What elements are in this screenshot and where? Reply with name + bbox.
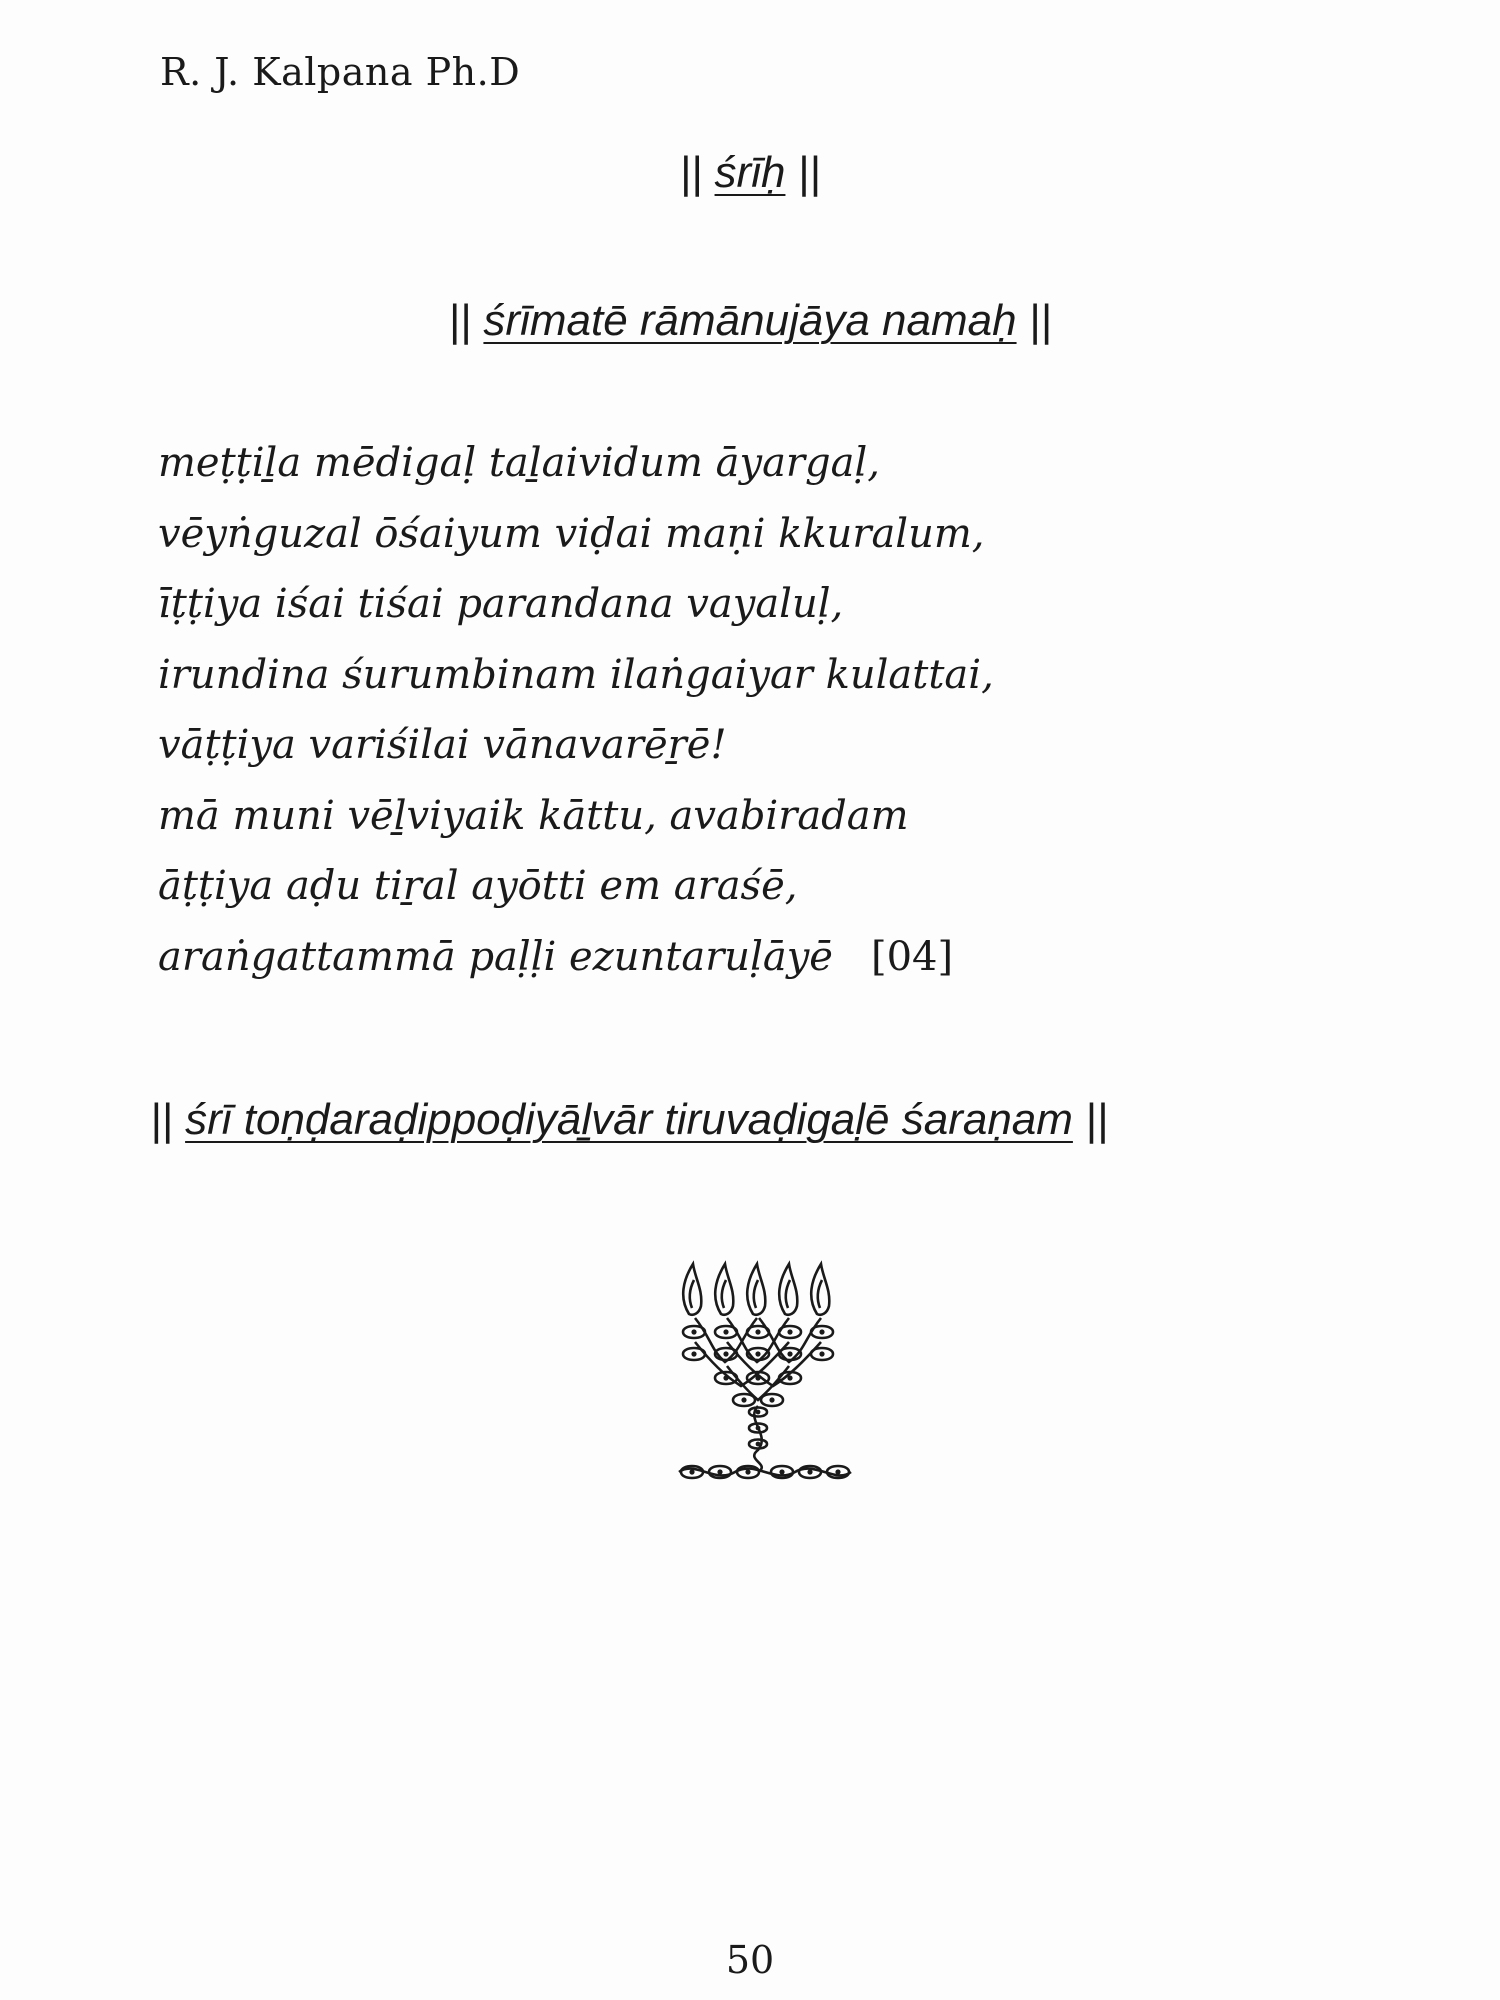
verse-line: vēyṅguzal ōśaiyum viḍai maṇi kkuralum, — [158, 510, 985, 557]
closing-prefix: || — [150, 1095, 186, 1144]
flame-icon — [715, 1264, 733, 1315]
invocation-text: śrīmatē rāmānujāya namaḥ — [483, 296, 1017, 345]
verse-line-last — [158, 922, 994, 993]
flame-icon — [747, 1264, 765, 1315]
verse-line: meṭṭiḻa mēdigaḷ taḻaividum āyargaḷ, — [158, 440, 880, 486]
closing-text: śrī toṇḍaraḍippoḍiyāḻvār tiruvaḍigaḷē śaraṇam — [185, 1095, 1073, 1144]
invocation-ramanuja — [0, 296, 1500, 346]
verse-block — [158, 428, 994, 992]
invocation-sri — [0, 148, 1500, 198]
kolam-lamp-icon — [675, 1250, 855, 1490]
invocation-text: śrīḥ — [714, 148, 786, 197]
verse-line: vāṭṭiya variśilai vānavarēṟē! — [158, 722, 727, 768]
page-number: 50 — [725, 1938, 775, 1982]
closing-invocation — [150, 1095, 1108, 1145]
verse-line: araṅgattammā paḷḷi ezuntaruḷāyē — [158, 933, 833, 980]
invocation-prefix: || — [679, 148, 715, 197]
invocation-prefix: || — [448, 296, 484, 345]
author-header: R. J. Kalpana Ph.D — [160, 50, 521, 94]
closing-suffix: || — [1072, 1095, 1109, 1144]
verse-number: [04] — [870, 933, 954, 980]
flame-icon — [811, 1264, 829, 1315]
flame-icon — [683, 1264, 701, 1315]
invocation-suffix: || — [1016, 296, 1052, 345]
flame-icon — [779, 1264, 797, 1315]
verse-line: mā muni vēḻviyaik kāttu, avabiradam — [158, 792, 909, 839]
verse-line: āṭṭiya aḍu tiṟal ayōtti em araśē, — [158, 863, 798, 909]
invocation-suffix: || — [785, 148, 821, 197]
verse-line: irundina śurumbinam ilaṅgaiyar kulattai, — [158, 651, 994, 698]
verse-line: īṭṭiya iśai tiśai parandana vayaluḷ, — [158, 581, 844, 627]
